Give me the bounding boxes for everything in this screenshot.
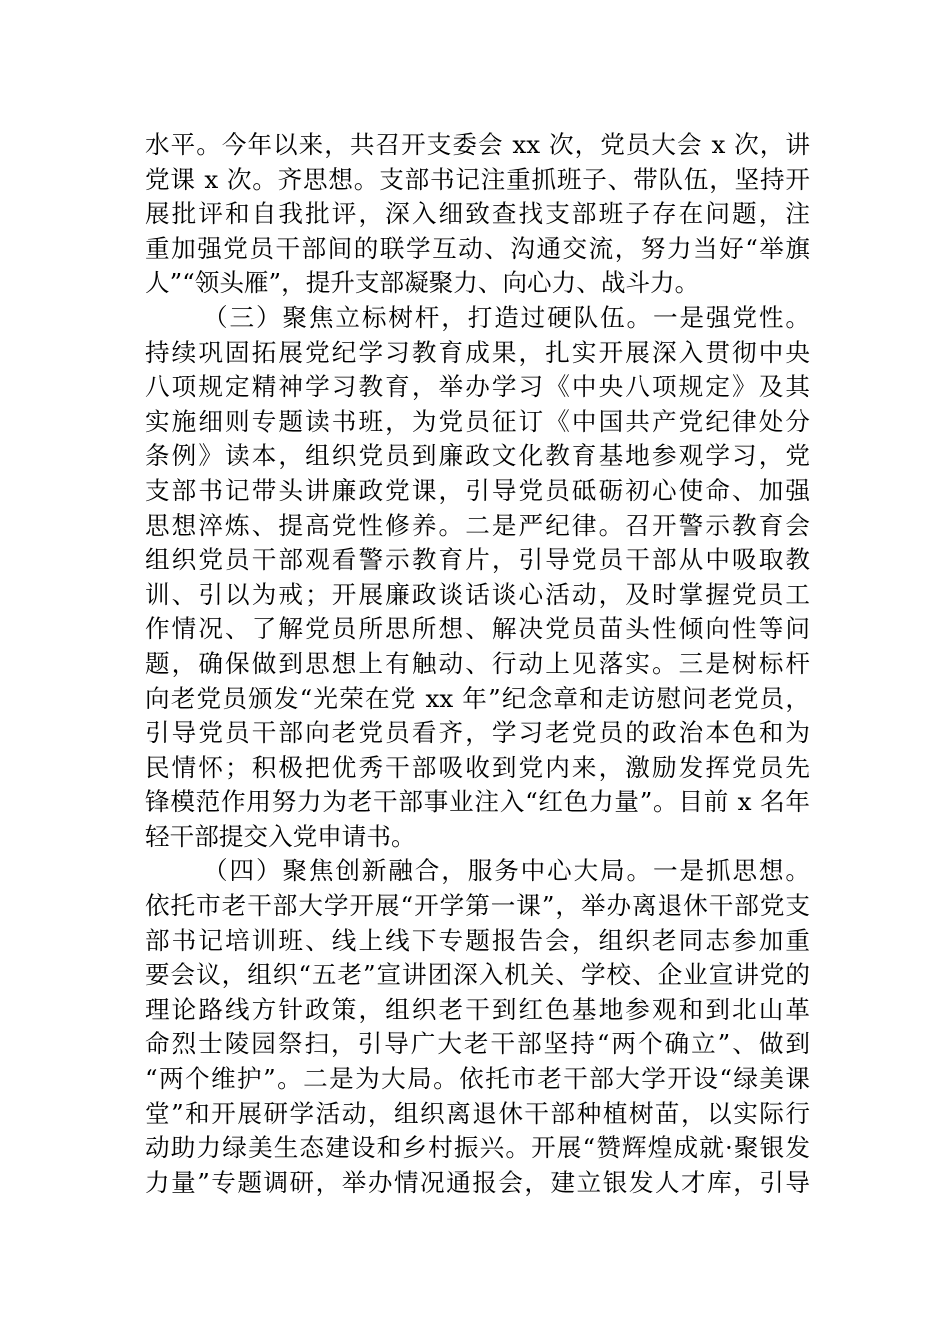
text-line: 命烈士陵园祭扫，引导广大老干部坚持“两个确立”、做到: [145, 1029, 810, 1059]
text-line: 组织党员干部观看警示教育片，引导党员干部从中吸取教: [145, 545, 810, 575]
text-line: 向老党员颁发“光荣在党 xx 年”纪念章和走访慰问老党员，: [145, 683, 810, 713]
text-line: 重加强党员干部间的联学互动、沟通交流，努力当好“举旗: [145, 233, 810, 263]
section-heading-line: （四）聚焦创新融合，服务中心大局。一是抓思想。: [203, 856, 810, 886]
text-line: 部书记培训班、线上线下专题报告会，组织老同志参加重: [145, 925, 810, 955]
text-line: 动助力绿美生态建设和乡村振兴。开展“赞辉煌成就·聚银发: [145, 1133, 810, 1163]
text-line: 轻干部提交入党申请书。: [145, 821, 416, 851]
section-heading-line: （三）聚焦立标树杆，打造过硬队伍。一是强党性。: [203, 302, 810, 332]
text-line: 思想淬炼、提高党性修养。二是严纪律。召开警示教育会: [145, 510, 810, 540]
text-line: 作情况、了解党员所思所想、解决党员苗头性倾向性等问: [145, 614, 810, 644]
body-text: [145, 128, 810, 1200]
text-line: 题，确保做到思想上有触动、行动上见落实。三是树标杆: [145, 648, 810, 678]
text-line: 党课 x 次。齐思想。支部书记注重抓班子、带队伍，坚持开: [145, 164, 810, 194]
text-line: 要会议，组织“五老”宣讲团深入机关、学校、企业宣讲党的: [145, 960, 810, 990]
text-line: 实施细则专题读书班，为党员征订《中国共产党纪律处分: [145, 406, 810, 436]
text-line: 条例》读本，组织党员到廉政文化教育基地参观学习，党: [145, 441, 810, 471]
text-line: 依托市老干部大学开展“开学第一课”，举办离退休干部党支: [145, 891, 810, 921]
text-line: 引导党员干部向老党员看齐，学习老党员的政治本色和为: [145, 718, 810, 748]
text-line: 锋模范作用努力为老干部事业注入“红色力量”。目前 x 名年: [145, 787, 810, 817]
text-line: 展批评和自我批评，深入细致查找支部班子存在问题，注: [145, 199, 810, 229]
text-line: 支部书记带头讲廉政党课，引导党员砥砺初心使命、加强: [145, 475, 810, 505]
text-line: 水平。今年以来，共召开支委会 xx 次，党员大会 x 次，讲: [145, 130, 810, 159]
text-line: 力量”专题调研，举办情况通报会，建立银发人才库，引导: [145, 1167, 810, 1197]
text-line: 训、引以为戒；开展廉政谈话谈心活动，及时掌握党员工: [145, 579, 810, 609]
text-line: 理论路线方针政策，组织老干到红色基地参观和到北山革: [145, 994, 810, 1024]
text-line: “两个维护”。二是为大局。依托市老干部大学开设“绿美课: [145, 1064, 810, 1094]
text-line: 人”“领头雁”，提升支部凝聚力、向心力、战斗力。: [145, 268, 700, 298]
text-line: 八项规定精神学习教育，举办学习《中央八项规定》及其: [145, 372, 810, 402]
text-line: 堂”和开展研学活动，组织离退休干部种植树苗，以实际行: [145, 1098, 810, 1128]
text-line: 民情怀；积极把优秀干部吸收到党内来，激励发挥党员先: [145, 752, 810, 782]
text-line: 持续巩固拓展党纪学习教育成果，扎实开展深入贯彻中央: [145, 337, 810, 367]
